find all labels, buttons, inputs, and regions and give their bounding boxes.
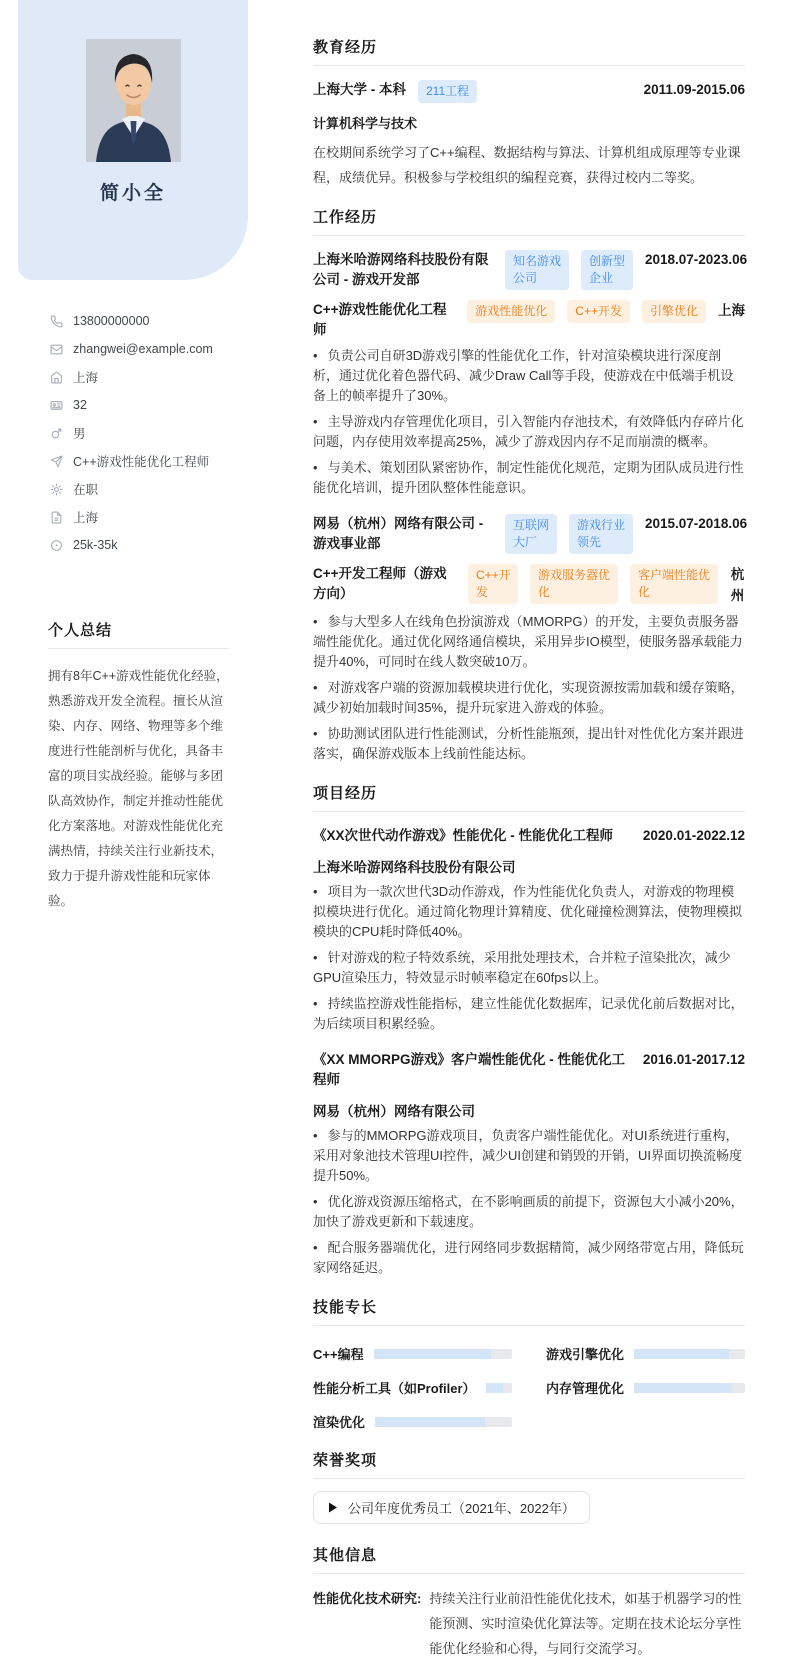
contact-age [50,391,248,419]
bullet: • 协助测试团队进行性能测试，分析性能瓶颈，提出针对性优化方案并跟进落实，确保游戏版本上线前性能达标。 [313,724,745,764]
work-date: 2015.07-2018.06 [645,516,748,531]
contact-work-city [50,503,248,531]
work-title: 工作经历 [313,206,745,236]
school-badge: 211工程 [418,80,477,103]
position-icon [50,455,63,468]
role-badge: 游戏服务器优化 [530,564,618,604]
contact-value: 男 [73,427,86,441]
other-section [313,1544,745,1661]
contact-value: 25k-35k [73,538,118,552]
other-text: 持续关注行业前沿性能优化技术，如基于机器学习的性能预测、实时渲染优化算法等。定期在技术论坛分享性能优化经验和心得，与同行交流学习。 [429,1591,742,1656]
skill-label: 内存管理优化 [546,1381,625,1396]
skills-title: 技能专长 [313,1296,745,1326]
bullet: • 对游戏客户端的资源加载模块进行优化，实现资源按需加载和缓存策略，减少初始加载时间35%，提升玩家进入游戏的体验。 [313,678,745,718]
summary-title: 个人总结 [48,619,229,649]
contact-email [50,335,248,363]
education-major: 计算机科学与技术 [313,116,418,131]
status-icon [50,483,63,496]
company-badge: 知名游戏公司 [505,250,569,290]
profile-photo [86,39,181,162]
skills-section [313,1296,745,1431]
skill-item [313,1344,512,1363]
company-badge: 游戏行业领先 [569,514,633,554]
contact-value: 32 [73,398,87,412]
project-date: 2020.01-2022.12 [642,828,745,843]
skill-fill [486,1383,503,1393]
contact-value: 13800000000 [73,314,150,328]
skill-bar [375,1417,512,1427]
project-date: 2016.01-2017.12 [642,1052,745,1067]
company-name: 上海米哈游网络科技股份有限公司 - 游戏开发部 [313,252,489,287]
skill-bar [634,1383,745,1393]
company-badge: 创新型企业 [581,250,633,290]
bullet: • 参与大型多人在线角色扮演游戏（MMORPG）的开发，主要负责服务器端性能优化。通过优化网络通信模块，采用异步IO模型，使服务器承载能力提升40%，可同时在线人数突破10万。 [313,612,745,672]
bullet: • 项目为一款次世代3D动作游戏，作为性能优化负责人，对游戏的物理模拟模块进行优化。通过简化物理计算精度、优化碰撞检测算法，使物理模拟模块的CPU耗时降低40%。 [313,882,745,942]
candidate-name: 简小全 [99,183,166,204]
skill-bar [634,1349,745,1359]
role-badge: 引擎优化 [642,300,706,323]
bullet: • 负责公司自研3D游戏引擎的性能优化工作，针对渲染模块进行深度剖析，通过优化着色器代码、减少Draw Call等手段，使游戏在中低端手机设备上的帧率提升了30%。 [313,346,745,406]
contact-value: 上海 [73,511,99,525]
honors-title: 荣誉奖项 [313,1449,745,1479]
contact-value: 在职 [73,483,99,497]
skill-bar [486,1383,512,1393]
skill-grid [313,1344,745,1431]
education-title: 教育经历 [313,36,745,66]
company-badge: 互联网大厂 [505,514,557,554]
contact-target-position [50,447,248,475]
work-entry [313,250,748,498]
skill-label: 性能分析工具（如Profiler） [313,1381,476,1396]
work-location: 上海 [718,303,745,318]
resume-main [313,0,748,1656]
gender-icon [50,427,63,440]
contact-gender [50,419,248,447]
bullet: • 参与的MMORPG游戏项目，负责客户端性能优化。对UI系统进行重构，采用对象池技术管理UI控件，减少UI创建和销毁的开销，UI界面切换流畅度提升50%。 [313,1126,745,1186]
contact-list [50,307,248,559]
project-entry [313,1050,745,1278]
contact-city [50,363,248,391]
summary-section [48,619,229,914]
honor-text: 公司年度优秀员工（2021年、2022年） [348,1501,575,1516]
skill-item [546,1378,745,1397]
contact-salary [50,531,248,559]
contact-value: 上海 [73,371,99,385]
skill-label: 游戏引擎优化 [546,1347,625,1362]
skill-bar [374,1349,512,1359]
education-description: 在校期间系统学习了C++编程、数据结构与算法、计算机组成原理等专业课程，成绩优异。积极参与学校组织的编程竞赛，获得过校内二等奖。 [313,145,741,185]
projects-title: 项目经历 [313,782,745,812]
skill-item [546,1344,745,1363]
role-title: C++游戏性能优化工程师 [313,302,447,337]
work-date: 2018.07-2023.06 [645,252,748,267]
skill-fill [374,1349,492,1359]
skill-fill [634,1349,729,1359]
other-info-row [313,1586,745,1661]
skill-item [313,1378,512,1397]
skill-label: C++编程 [313,1347,364,1362]
bullet: • 持续监控游戏性能指标，建立性能优化数据库，记录优化前后数据对比，为后续项目积累经验。 [313,994,745,1034]
role-badge: C++开发 [468,564,518,604]
other-label: 性能优化技术研究: [313,1591,422,1606]
project-name: 《XX MMORPG游戏》客户端性能优化 - 性能优化工程师 [313,1052,626,1087]
project-company: 上海米哈游网络科技股份有限公司 [313,860,516,875]
honor-item[interactable] [313,1491,590,1524]
work-bullets [313,612,745,764]
honors-section [313,1449,745,1524]
mail-icon [50,343,63,356]
home-icon [50,371,63,384]
projects-section [313,782,745,1278]
skill-fill [634,1383,732,1393]
contact-phone [50,307,248,335]
role-title: C++开发工程师（游戏方向） [313,566,447,601]
project-bullets [313,1126,745,1278]
work-section [313,206,748,764]
bullet: • 主导游戏内存管理优化项目，引入智能内存池技术，有效降低内存碎片化问题，内存使用效率提高25%，减少了游戏因内存不足而崩溃的概率。 [313,412,745,452]
role-badge: 游戏性能优化 [467,300,555,323]
project-entry [313,826,745,1034]
skill-label: 渲染优化 [313,1415,366,1430]
skill-fill [375,1417,485,1427]
contact-value: C++游戏性能优化工程师 [73,455,210,469]
profile-panel [18,0,248,280]
company-name: 网易（杭州）网络有限公司 - 游戏事业部 [313,516,484,551]
school-name: 上海大学 - 本科 [313,82,406,97]
role-badge: 客户端性能优化 [630,564,718,604]
summary-text: 拥有8年C++游戏性能优化经验，熟悉游戏开发全流程。擅长从渲染、内存、网络、物理等多个维度进行性能剖析与优化，具备丰富的项目实战经验。能够与多团队高效协作，制定并推动性能优化方案落地。对游戏性能优化充满热情，持续关注行业新技术，致力于提升游戏性能和玩家体验。 [48,669,229,908]
play-triangle-icon [328,1502,338,1513]
work-bullets [313,346,745,498]
bullet: • 针对游戏的粒子特效系统，采用批处理技术，合并粒子渲染批次，减少GPU渲染压力，特效显示时帧率稳定在60fps以上。 [313,948,745,988]
work-location: 杭州 [730,567,745,603]
education-date: 2011.09-2015.06 [643,82,745,97]
work-entry [313,514,748,764]
contact-job-status [50,475,248,503]
resume-sidebar [18,0,248,1546]
role-badge: C++开发 [567,300,630,323]
skill-item [313,1412,512,1431]
project-bullets [313,882,745,1034]
salary-icon [50,539,63,552]
project-name: 《XX次世代动作游戏》性能优化 - 性能优化工程师 [313,828,614,843]
education-section [313,36,745,190]
other-title: 其他信息 [313,1544,745,1574]
project-company: 网易（杭州）网络有限公司 [313,1104,475,1119]
bullet: • 配合服务器端优化，进行网络同步数据精简，减少网络带宽占用，降低玩家网络延迟。 [313,1238,745,1278]
bullet: • 优化游戏资源压缩格式，在不影响画质的前提下，资源包大小减小20%，加快了游戏更新和下载速度。 [313,1192,745,1232]
bullet: • 与美术、策划团队紧密协作，制定性能优化规范，定期为团队成员进行性能优化培训，提升团队整体性能意识。 [313,458,745,498]
phone-icon [50,315,63,328]
contact-value: zhangwei@example.com [73,342,213,356]
age-icon [50,399,63,412]
company-icon [50,511,63,524]
